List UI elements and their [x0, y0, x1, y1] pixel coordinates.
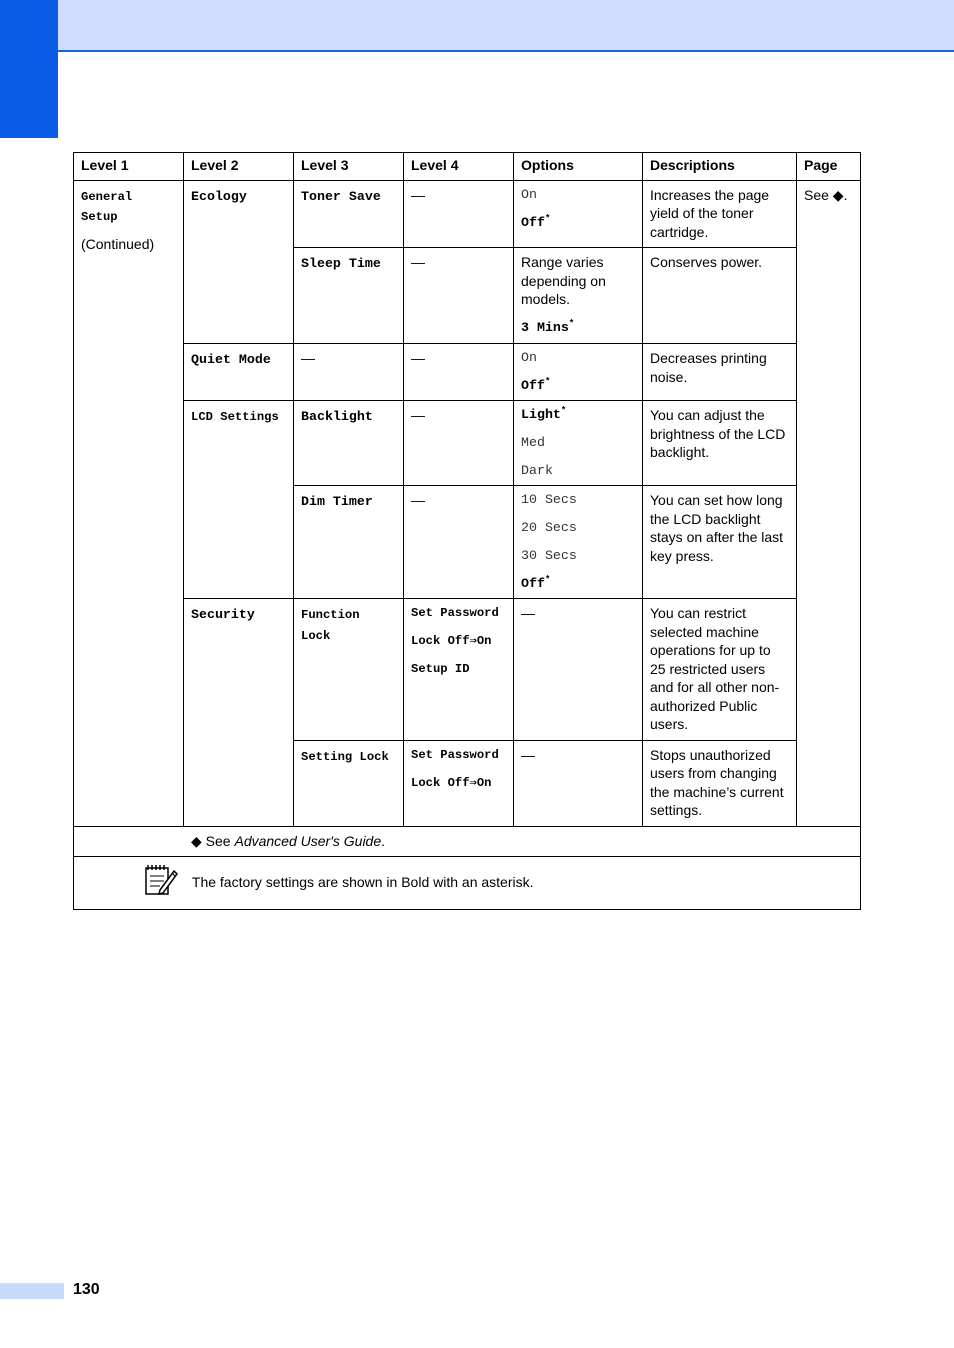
description-cell: You can adjust the brightness of the LCD backlight. — [643, 401, 797, 486]
guide-title: Advanced User's Guide — [234, 832, 382, 849]
level4-cell — [404, 599, 514, 741]
option-value: 30 Secs — [521, 548, 577, 563]
footnote-symbol: ◆ — [191, 832, 202, 849]
level3-cell: — — [294, 344, 404, 401]
option-value: Med — [521, 435, 545, 450]
level3-sleep-time: Sleep Time — [294, 248, 404, 344]
level4-item: Lock Off⇒On — [411, 634, 492, 648]
option-default: Light* — [521, 405, 567, 422]
header-page: Page — [797, 153, 861, 181]
level2-security: Security — [184, 599, 294, 827]
option-text: Range varies depending on models. — [521, 254, 606, 307]
footnote-row — [74, 826, 861, 857]
level4-cell: — — [404, 180, 514, 248]
option-value: On — [521, 186, 537, 202]
table-row — [74, 180, 861, 248]
level2-ecology: Ecology — [184, 180, 294, 344]
settings-table — [73, 152, 861, 910]
level4-cell: — — [404, 248, 514, 344]
note-pad-icon — [142, 862, 178, 903]
level2-quiet-mode: Quiet Mode — [184, 344, 294, 401]
table-header-row — [74, 153, 861, 181]
note — [74, 857, 861, 910]
header-level2: Level 2 — [184, 153, 294, 181]
level3-toner-save: Toner Save — [294, 180, 404, 248]
description-cell: Stops unauthorized users from changing the machine’s current settings. — [643, 740, 797, 826]
options-cell — [514, 486, 643, 599]
level4-item: Lock Off⇒On — [411, 775, 492, 790]
header-descriptions: Descriptions — [643, 153, 797, 181]
description-cell: Conserves power. — [643, 248, 797, 344]
level4-cell: — — [404, 344, 514, 401]
table-row — [74, 401, 861, 486]
footer-band — [0, 1283, 64, 1299]
note-row — [74, 857, 861, 910]
chapter-tab — [0, 0, 58, 138]
level1-name: General Setup — [81, 189, 133, 224]
description-cell: Increases the page yield of the toner cartridge. — [643, 180, 797, 248]
level4-cell: — — [404, 401, 514, 486]
level4-item: Set Password — [411, 606, 499, 620]
header-level3: Level 3 — [294, 153, 404, 181]
options-cell: — — [514, 599, 643, 741]
option-value: 20 Secs — [521, 520, 577, 535]
option-value: On — [521, 350, 537, 365]
options-cell — [514, 344, 643, 401]
note-text: The factory settings are shown in Bold with an asterisk. — [191, 874, 534, 890]
option-value: 10 Secs — [521, 492, 577, 507]
option-default: 3 Mins* — [521, 318, 575, 335]
level4-item: Set Password — [411, 747, 499, 762]
description-cell: You can restrict selected machine operations for up to 25 restricted users and for all other non-authorized Public users. — [643, 599, 797, 741]
level4-item: Setup ID — [411, 662, 470, 676]
level3-function-lock: Function Lock — [294, 599, 404, 741]
level2-lcd-settings: LCD Settings — [184, 401, 294, 599]
continued-label: (Continued) — [81, 235, 155, 252]
level4-cell — [404, 740, 514, 826]
option-default: Off* — [521, 574, 551, 591]
options-cell — [514, 248, 643, 344]
footnote: ◆ See Advanced User's Guide. — [74, 826, 861, 857]
header-level1: Level 1 — [74, 153, 184, 181]
page-number: 130 — [73, 1281, 100, 1298]
table-row — [74, 344, 861, 401]
option-default: Off* — [521, 376, 551, 393]
options-cell — [514, 401, 643, 486]
level3-dim-timer: Dim Timer — [294, 486, 404, 599]
level1-cell — [74, 180, 184, 826]
description-cell: Decreases printing noise. — [643, 344, 797, 401]
page-ref-cell: See ◆. — [797, 180, 861, 826]
table-row — [74, 599, 861, 741]
header-options: Options — [514, 153, 643, 181]
header-level4: Level 4 — [404, 153, 514, 181]
options-cell: — — [514, 740, 643, 826]
options-cell — [514, 180, 643, 248]
description-cell: You can set how long the LCD backlight stays on after the last key press. — [643, 486, 797, 599]
level3-backlight: Backlight — [294, 401, 404, 486]
level3-setting-lock: Setting Lock — [294, 740, 404, 826]
option-value: Dark — [521, 463, 553, 478]
option-default: Off* — [521, 213, 551, 230]
level4-cell: — — [404, 486, 514, 599]
header-band — [0, 0, 954, 52]
